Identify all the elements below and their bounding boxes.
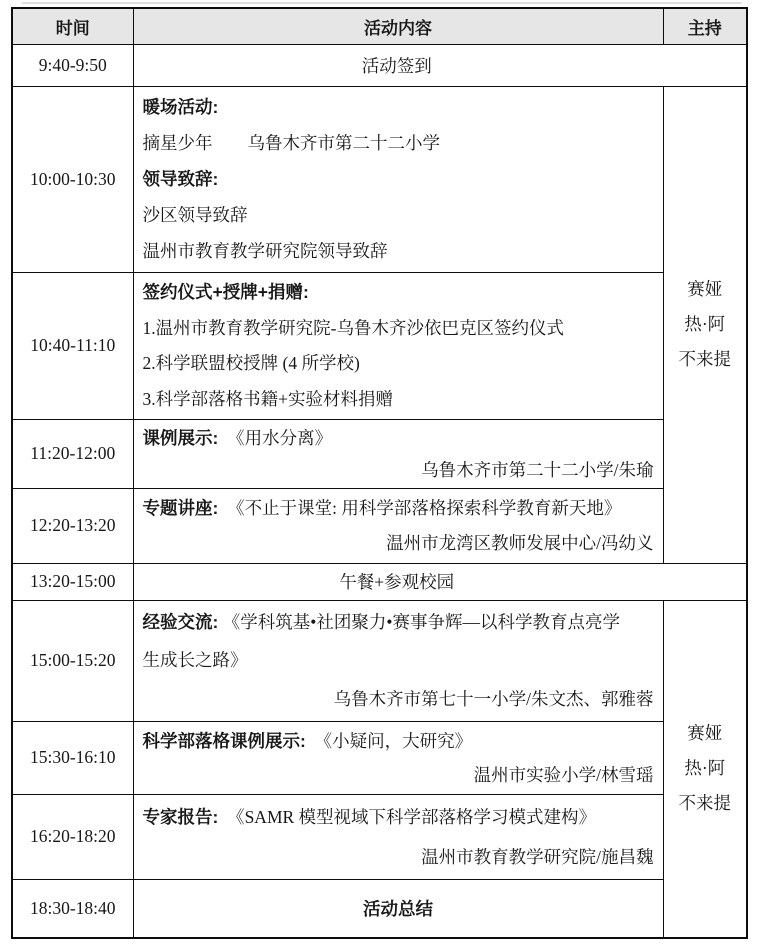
content-line [143, 387, 654, 411]
merged-content-cell: 活动签到 [133, 44, 747, 86]
row-warmup [12, 86, 747, 272]
content-line [143, 95, 654, 119]
line-label: 签约仪式+授牌+捐赠: [142, 282, 309, 303]
content-line [143, 203, 654, 227]
line-label: 领导致辞: [142, 168, 219, 189]
line-label: 暖场活动: [142, 96, 219, 117]
content-line [143, 167, 654, 191]
time-cell: 11:20-12:00 [12, 419, 133, 488]
time-cell: 9:40-9:50 [12, 44, 133, 86]
content-cell [133, 272, 663, 419]
merged-content-cell: 午餐+参观校园 [133, 563, 747, 600]
presenter-line [143, 458, 654, 482]
host-name-line: 赛娅 [687, 279, 723, 299]
presenter-line [143, 763, 654, 787]
content-line [143, 426, 654, 450]
content-cell [133, 488, 663, 563]
host-name-line: 赛娅 [687, 723, 723, 744]
header-time: 时间 [12, 8, 133, 44]
time-cell: 15:00-15:20 [12, 600, 133, 721]
time-cell: 12:20-13:20 [12, 488, 133, 563]
content-cell [133, 721, 663, 794]
summary-cell: 活动总结 [133, 879, 663, 938]
presenter-line [143, 531, 654, 555]
host-name-line: 热·阿 [684, 314, 726, 334]
line-text: 《SAMR 模型视域下科学部落格学习模式建构》 [218, 806, 597, 827]
content-cell [133, 419, 663, 488]
line-text: 1.温州市教育教学研究院-乌鲁木齐沙依巴克区签约仪式 [142, 317, 564, 338]
header-host: 主持 [663, 8, 747, 44]
host-name-line: 热·阿 [684, 758, 726, 779]
content-line [143, 239, 654, 263]
content-cell [133, 600, 663, 721]
line-text: 生成长之路》 [142, 650, 248, 671]
line-text: 3.科学部落格书籍+实验材料捐赠 [142, 388, 393, 409]
content-line [143, 496, 654, 520]
content-line [143, 610, 654, 634]
host-cell-morning [663, 86, 747, 563]
time-cell: 16:20-18:20 [12, 794, 133, 879]
time-cell: 18:30-18:40 [12, 879, 133, 938]
line-text: 温州市教育教学研究院/施昌魏 [421, 846, 654, 867]
line-text: 《用水分离》 [218, 427, 333, 448]
line-label: 课例展示: [142, 427, 219, 448]
row-expert-report [12, 794, 747, 879]
line-label: 专题讲座: [142, 498, 219, 518]
row-lecture [12, 488, 747, 563]
content-line [143, 316, 654, 340]
line-label: 科学部落格课例展示: [142, 730, 306, 751]
content-line [143, 280, 654, 304]
presenter-line [143, 845, 654, 869]
row-blog-lesson [12, 721, 747, 794]
row-summary [12, 879, 747, 938]
line-text: 沙区领导致辞 [142, 205, 248, 226]
content-cell [133, 794, 663, 879]
line-label: 经验交流: [142, 611, 219, 632]
content-cell [133, 86, 663, 272]
host-name-line: 不来提 [678, 349, 731, 369]
line-text: 《不止于课堂: 用科学部落格探索科学教育新天地》 [218, 498, 622, 518]
time-cell: 13:20-15:00 [12, 563, 133, 600]
line-label: 专家报告: [142, 806, 219, 827]
content-line [143, 351, 654, 375]
content-line [143, 131, 654, 155]
row-signin [12, 44, 747, 86]
time-cell: 10:40-11:10 [12, 272, 133, 419]
line-text: 《小疑问，大研究》 [305, 730, 473, 751]
host-name-line: 不来提 [678, 793, 731, 814]
time-cell: 10:00-10:30 [12, 86, 133, 272]
row-lunch [12, 563, 747, 600]
line-text: 2.科学联盟校授牌 (4 所学校) [142, 353, 360, 374]
line-text: 温州市教育教学研究院领导致辞 [142, 241, 388, 262]
schedule-table [11, 7, 748, 939]
content-line [143, 648, 654, 672]
row-lesson-demo [12, 419, 747, 488]
line-text: 摘星少年 乌鲁木齐市第二十二小学 [142, 132, 440, 153]
content-line [143, 729, 654, 753]
content-line [143, 805, 654, 829]
line-text: 温州市实验小学/林雪瑶 [473, 764, 654, 785]
line-text: 乌鲁木齐市第七十一小学/朱文杰、郭雅蓉 [333, 689, 654, 710]
scan-artifact-line [22, 2, 742, 4]
row-experience [12, 600, 747, 721]
header-content: 活动内容 [133, 8, 663, 44]
line-text: 温州市龙湾区教师发展中心/冯幼义 [386, 533, 654, 553]
header-row [12, 8, 747, 44]
presenter-line [143, 687, 654, 711]
time-cell: 15:30-16:10 [12, 721, 133, 794]
line-text: 《学科筑基•社团聚力•赛事争辉—以科学教育点亮学 [218, 611, 620, 632]
host-cell-afternoon [663, 600, 747, 938]
row-signing [12, 272, 747, 419]
line-text: 乌鲁木齐市第二十二小学/朱瑜 [421, 459, 654, 480]
